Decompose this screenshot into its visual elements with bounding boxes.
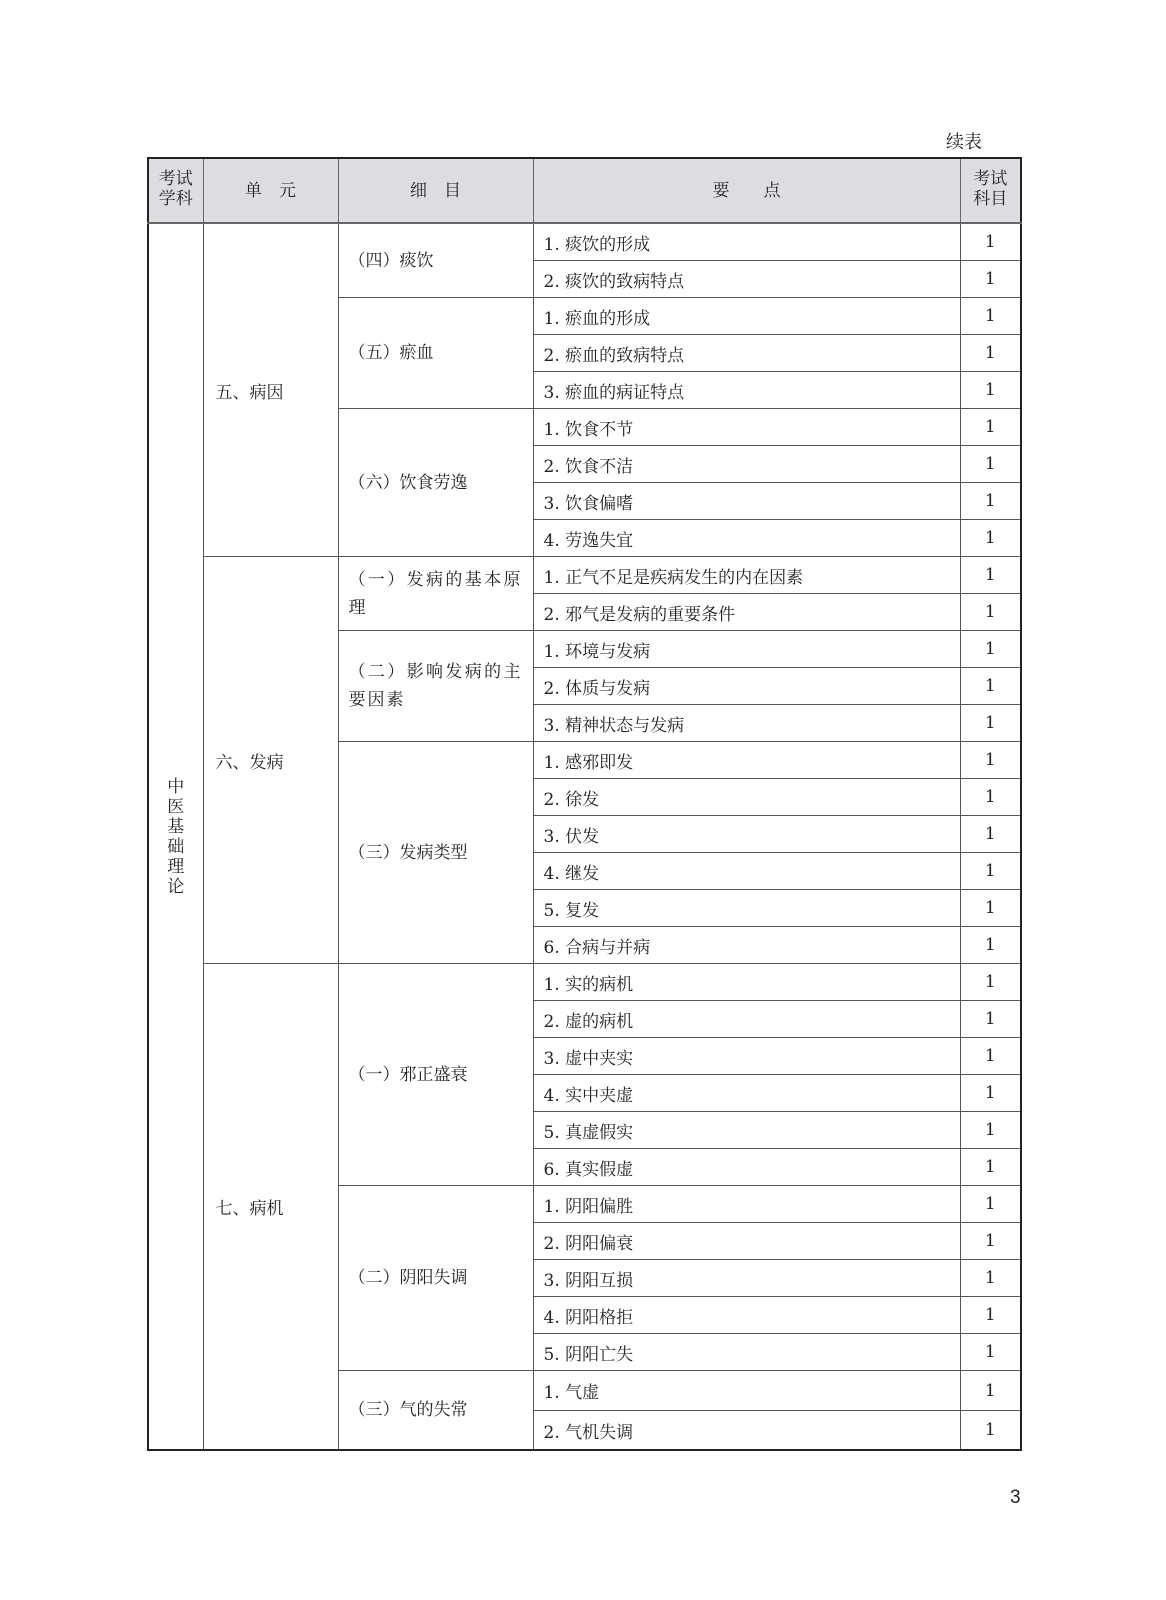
detail-cell: （一）发病的基本原理 — [338, 557, 533, 631]
exam-cell: 1 — [960, 483, 1021, 520]
exam-cell: 1 — [960, 298, 1021, 335]
exam-cell: 1 — [960, 668, 1021, 705]
exam-cell: 1 — [960, 557, 1021, 594]
point-cell: 5. 阴阳亡失 — [533, 1334, 960, 1371]
point-cell: 2. 邪气是发病的重要条件 — [533, 594, 960, 631]
exam-cell: 1 — [960, 631, 1021, 668]
syllabus-table — [147, 157, 1022, 1451]
page-number: 3 — [1010, 1487, 1021, 1508]
point-cell: 1. 实的病机 — [533, 964, 960, 1001]
table-row — [148, 557, 1021, 594]
point-cell: 2. 气机失调 — [533, 1411, 960, 1451]
point-cell: 4. 劳逸失宜 — [533, 520, 960, 557]
exam-cell: 1 — [960, 1334, 1021, 1371]
point-cell: 4. 阴阳格拒 — [533, 1297, 960, 1334]
point-cell: 3. 伏发 — [533, 816, 960, 853]
header-subject: 考试学科 — [148, 158, 203, 223]
point-cell: 6. 合病与并病 — [533, 927, 960, 964]
unit-cell: 七、病机 — [203, 964, 338, 1451]
exam-cell: 1 — [960, 594, 1021, 631]
point-cell: 3. 精神状态与发病 — [533, 705, 960, 742]
point-cell: 2. 体质与发病 — [533, 668, 960, 705]
point-cell: 2. 瘀血的致病特点 — [533, 335, 960, 372]
point-cell: 1. 瘀血的形成 — [533, 298, 960, 335]
detail-cell: （四）痰饮 — [338, 223, 533, 298]
detail-cell: （五）瘀血 — [338, 298, 533, 409]
exam-cell: 1 — [960, 1223, 1021, 1260]
exam-cell: 1 — [960, 261, 1021, 298]
point-cell: 2. 虚的病机 — [533, 1001, 960, 1038]
header-points: 要 点 — [533, 158, 960, 223]
exam-cell: 1 — [960, 1186, 1021, 1223]
exam-cell: 1 — [960, 1411, 1021, 1451]
detail-cell: （二）影响发病的主要因素 — [338, 631, 533, 742]
point-cell: 2. 阴阳偏衰 — [533, 1223, 960, 1260]
table-row — [148, 964, 1021, 1001]
exam-cell: 1 — [960, 779, 1021, 816]
exam-cell: 1 — [960, 1297, 1021, 1334]
header-detail: 细 目 — [338, 158, 533, 223]
exam-cell: 1 — [960, 520, 1021, 557]
table-row — [148, 223, 1021, 261]
point-cell: 1. 正气不足是疾病发生的内在因素 — [533, 557, 960, 594]
header-exam-subject: 考试科目 — [960, 158, 1021, 223]
exam-cell: 1 — [960, 335, 1021, 372]
exam-cell: 1 — [960, 1112, 1021, 1149]
point-cell: 1. 饮食不节 — [533, 409, 960, 446]
exam-cell: 1 — [960, 853, 1021, 890]
detail-cell: （三）气的失常 — [338, 1371, 533, 1451]
exam-cell: 1 — [960, 372, 1021, 409]
exam-cell: 1 — [960, 223, 1021, 261]
exam-cell: 1 — [960, 705, 1021, 742]
detail-cell: （一）邪正盛衰 — [338, 964, 533, 1186]
point-cell: 5. 复发 — [533, 890, 960, 927]
point-cell: 1. 阴阳偏胜 — [533, 1186, 960, 1223]
point-cell: 3. 虚中夹实 — [533, 1038, 960, 1075]
point-cell: 2. 痰饮的致病特点 — [533, 261, 960, 298]
exam-cell: 1 — [960, 1038, 1021, 1075]
point-cell: 4. 继发 — [533, 853, 960, 890]
point-cell: 6. 真实假虚 — [533, 1149, 960, 1186]
header-unit: 单 元 — [203, 158, 338, 223]
detail-cell: （二）阴阳失调 — [338, 1186, 533, 1371]
exam-cell: 1 — [960, 1075, 1021, 1112]
exam-cell: 1 — [960, 742, 1021, 779]
exam-cell: 1 — [960, 409, 1021, 446]
point-cell: 1. 痰饮的形成 — [533, 223, 960, 261]
point-cell: 4. 实中夹虚 — [533, 1075, 960, 1112]
unit-cell: 五、病因 — [203, 223, 338, 557]
exam-cell: 1 — [960, 964, 1021, 1001]
point-cell: 1. 气虚 — [533, 1371, 960, 1411]
detail-cell: （六）饮食劳逸 — [338, 409, 533, 557]
exam-cell: 1 — [960, 890, 1021, 927]
point-cell: 5. 真虚假实 — [533, 1112, 960, 1149]
continued-table-label: 续表 — [946, 132, 982, 153]
point-cell: 3. 阴阳互损 — [533, 1260, 960, 1297]
detail-cell: （三）发病类型 — [338, 742, 533, 964]
table-header-row — [148, 158, 1021, 223]
point-cell: 1. 环境与发病 — [533, 631, 960, 668]
point-cell: 1. 感邪即发 — [533, 742, 960, 779]
exam-cell: 1 — [960, 816, 1021, 853]
exam-cell: 1 — [960, 1149, 1021, 1186]
point-cell: 3. 饮食偏嗜 — [533, 483, 960, 520]
exam-cell: 1 — [960, 446, 1021, 483]
exam-cell: 1 — [960, 1260, 1021, 1297]
point-cell: 2. 徐发 — [533, 779, 960, 816]
subject-cell: 中医基础理论 — [148, 223, 203, 1450]
unit-cell: 六、发病 — [203, 557, 338, 964]
exam-cell: 1 — [960, 1001, 1021, 1038]
exam-cell: 1 — [960, 1371, 1021, 1411]
point-cell: 2. 饮食不洁 — [533, 446, 960, 483]
point-cell: 3. 瘀血的病证特点 — [533, 372, 960, 409]
exam-cell: 1 — [960, 927, 1021, 964]
